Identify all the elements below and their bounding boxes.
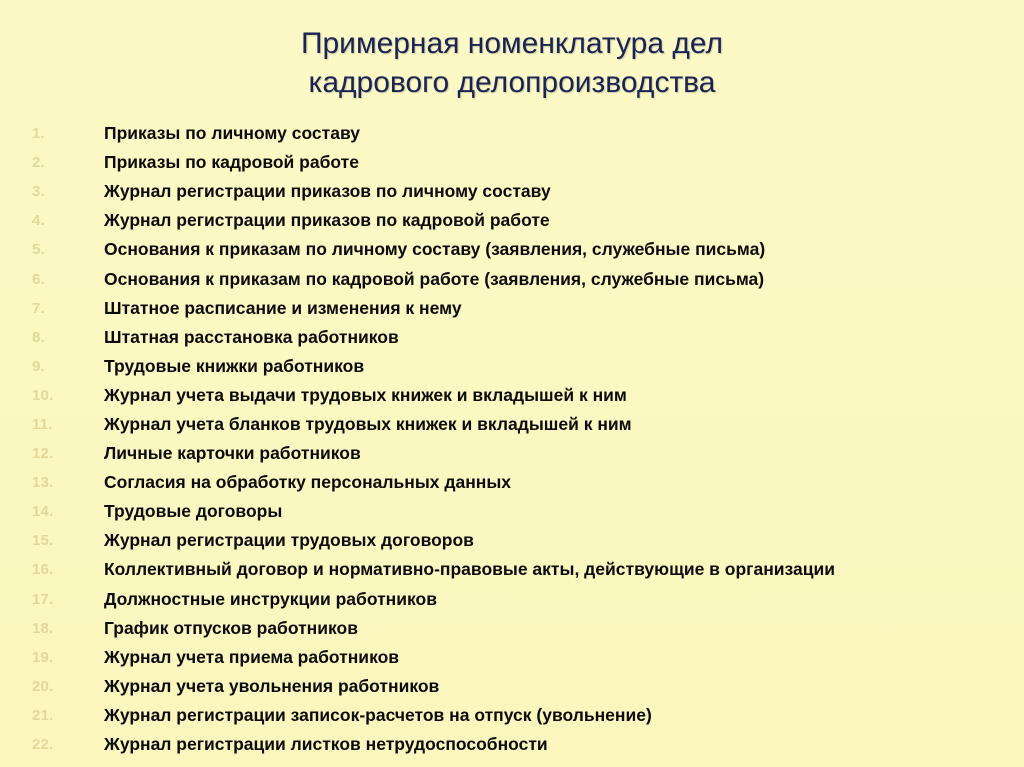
list-item-text: Личные карточки работников [104, 443, 361, 464]
list-item-text: Основания к приказам по личному составу (заявления, служебные письма) [104, 239, 766, 260]
list-item-text: Коллективный договор и нормативно-правовые акты, действующие в организации [104, 559, 836, 580]
list-item-text: Приказы по личному составу [104, 123, 361, 144]
list-item-number: 14. [32, 503, 54, 521]
list-item-number: 17. [32, 590, 54, 608]
title-line-2: кадрового делопроизводства [308, 66, 716, 99]
list-item [32, 264, 1012, 293]
list-item [32, 672, 1012, 701]
list-item [32, 468, 1012, 497]
slide-title [0, 24, 1024, 102]
list-item [32, 497, 1012, 526]
list-item [32, 701, 1012, 730]
list-item [32, 177, 1012, 206]
list-item [32, 235, 1012, 264]
list-item-text: Согласия на обработку персональных данных [104, 472, 512, 493]
list-item [32, 643, 1012, 672]
list-item [32, 555, 1012, 584]
list-item [32, 294, 1012, 323]
list-item-number: 19. [32, 648, 54, 666]
list-item-number: 4. [32, 212, 45, 230]
list-item [32, 381, 1012, 410]
list-item-number: 5. [32, 241, 45, 259]
list-item [32, 439, 1012, 468]
list-item [32, 526, 1012, 555]
list-item-text: Журнал регистрации приказов по кадровой работе [104, 210, 550, 231]
list-item [32, 148, 1012, 177]
list-item-number: 18. [32, 619, 54, 637]
list-item-number: 16. [32, 561, 54, 579]
list-item-text: Журнал учета увольнения работников [104, 675, 440, 696]
list-item-text: Штатное расписание и изменения к нему [104, 297, 462, 318]
list-item-text: Штатная расстановка работников [104, 326, 399, 347]
list-item-text: Журнал регистрации трудовых договоров [104, 530, 474, 551]
list-item-number: 20. [32, 677, 54, 695]
list-item-number: 6. [32, 270, 45, 288]
list-item-text: Приказы по кадровой работе [104, 152, 359, 173]
list-item-text: Журнал регистрации приказов по личному составу [104, 181, 551, 202]
list-item [32, 585, 1012, 614]
list-item-text: Должностные инструкции работников [104, 588, 437, 609]
list-item-number: 2. [32, 154, 45, 172]
list-item-number: 11. [32, 415, 53, 433]
list-item-text: Журнал учета приема работников [104, 646, 400, 667]
list-item [32, 410, 1012, 439]
list-item-text: Журнал регистрации листков нетрудоспособности [104, 734, 548, 755]
list-item [32, 730, 1012, 759]
list-item-text: Основания к приказам по кадровой работе (заявления, служебные письма) [104, 268, 765, 289]
list-item [32, 119, 1012, 148]
list-item [32, 352, 1012, 381]
list-item-number: 22. [32, 736, 54, 754]
list-item [32, 614, 1012, 643]
document-list [32, 119, 1012, 759]
list-item-text: Журнал учета выдачи трудовых книжек и вкладышей к ним [104, 384, 627, 405]
list-item-text: Трудовые договоры [104, 501, 283, 522]
list-item-number: 10. [32, 386, 54, 404]
list-item-number: 8. [32, 328, 45, 346]
list-item-text: Журнал регистрации записок-расчетов на отпуск (увольнение) [104, 704, 652, 725]
list-item-number: 21. [32, 706, 54, 724]
list-item-number: 15. [32, 532, 54, 550]
list-item-number: 9. [32, 357, 45, 375]
list-item-number: 12. [32, 445, 54, 463]
list-item-text: График отпусков работников [104, 617, 358, 638]
list-item-text: Трудовые книжки работников [104, 355, 365, 376]
list-item-number: 13. [32, 474, 54, 492]
list-item-number: 1. [32, 125, 45, 143]
list-item-number: 3. [32, 183, 45, 201]
list-item-number: 7. [32, 299, 45, 317]
list-item [32, 323, 1012, 352]
list-item [32, 206, 1012, 235]
list-item-text: Журнал учета бланков трудовых книжек и вкладышей к ним [104, 413, 632, 434]
title-line-1: Примерная номенклатура дел [300, 27, 724, 60]
